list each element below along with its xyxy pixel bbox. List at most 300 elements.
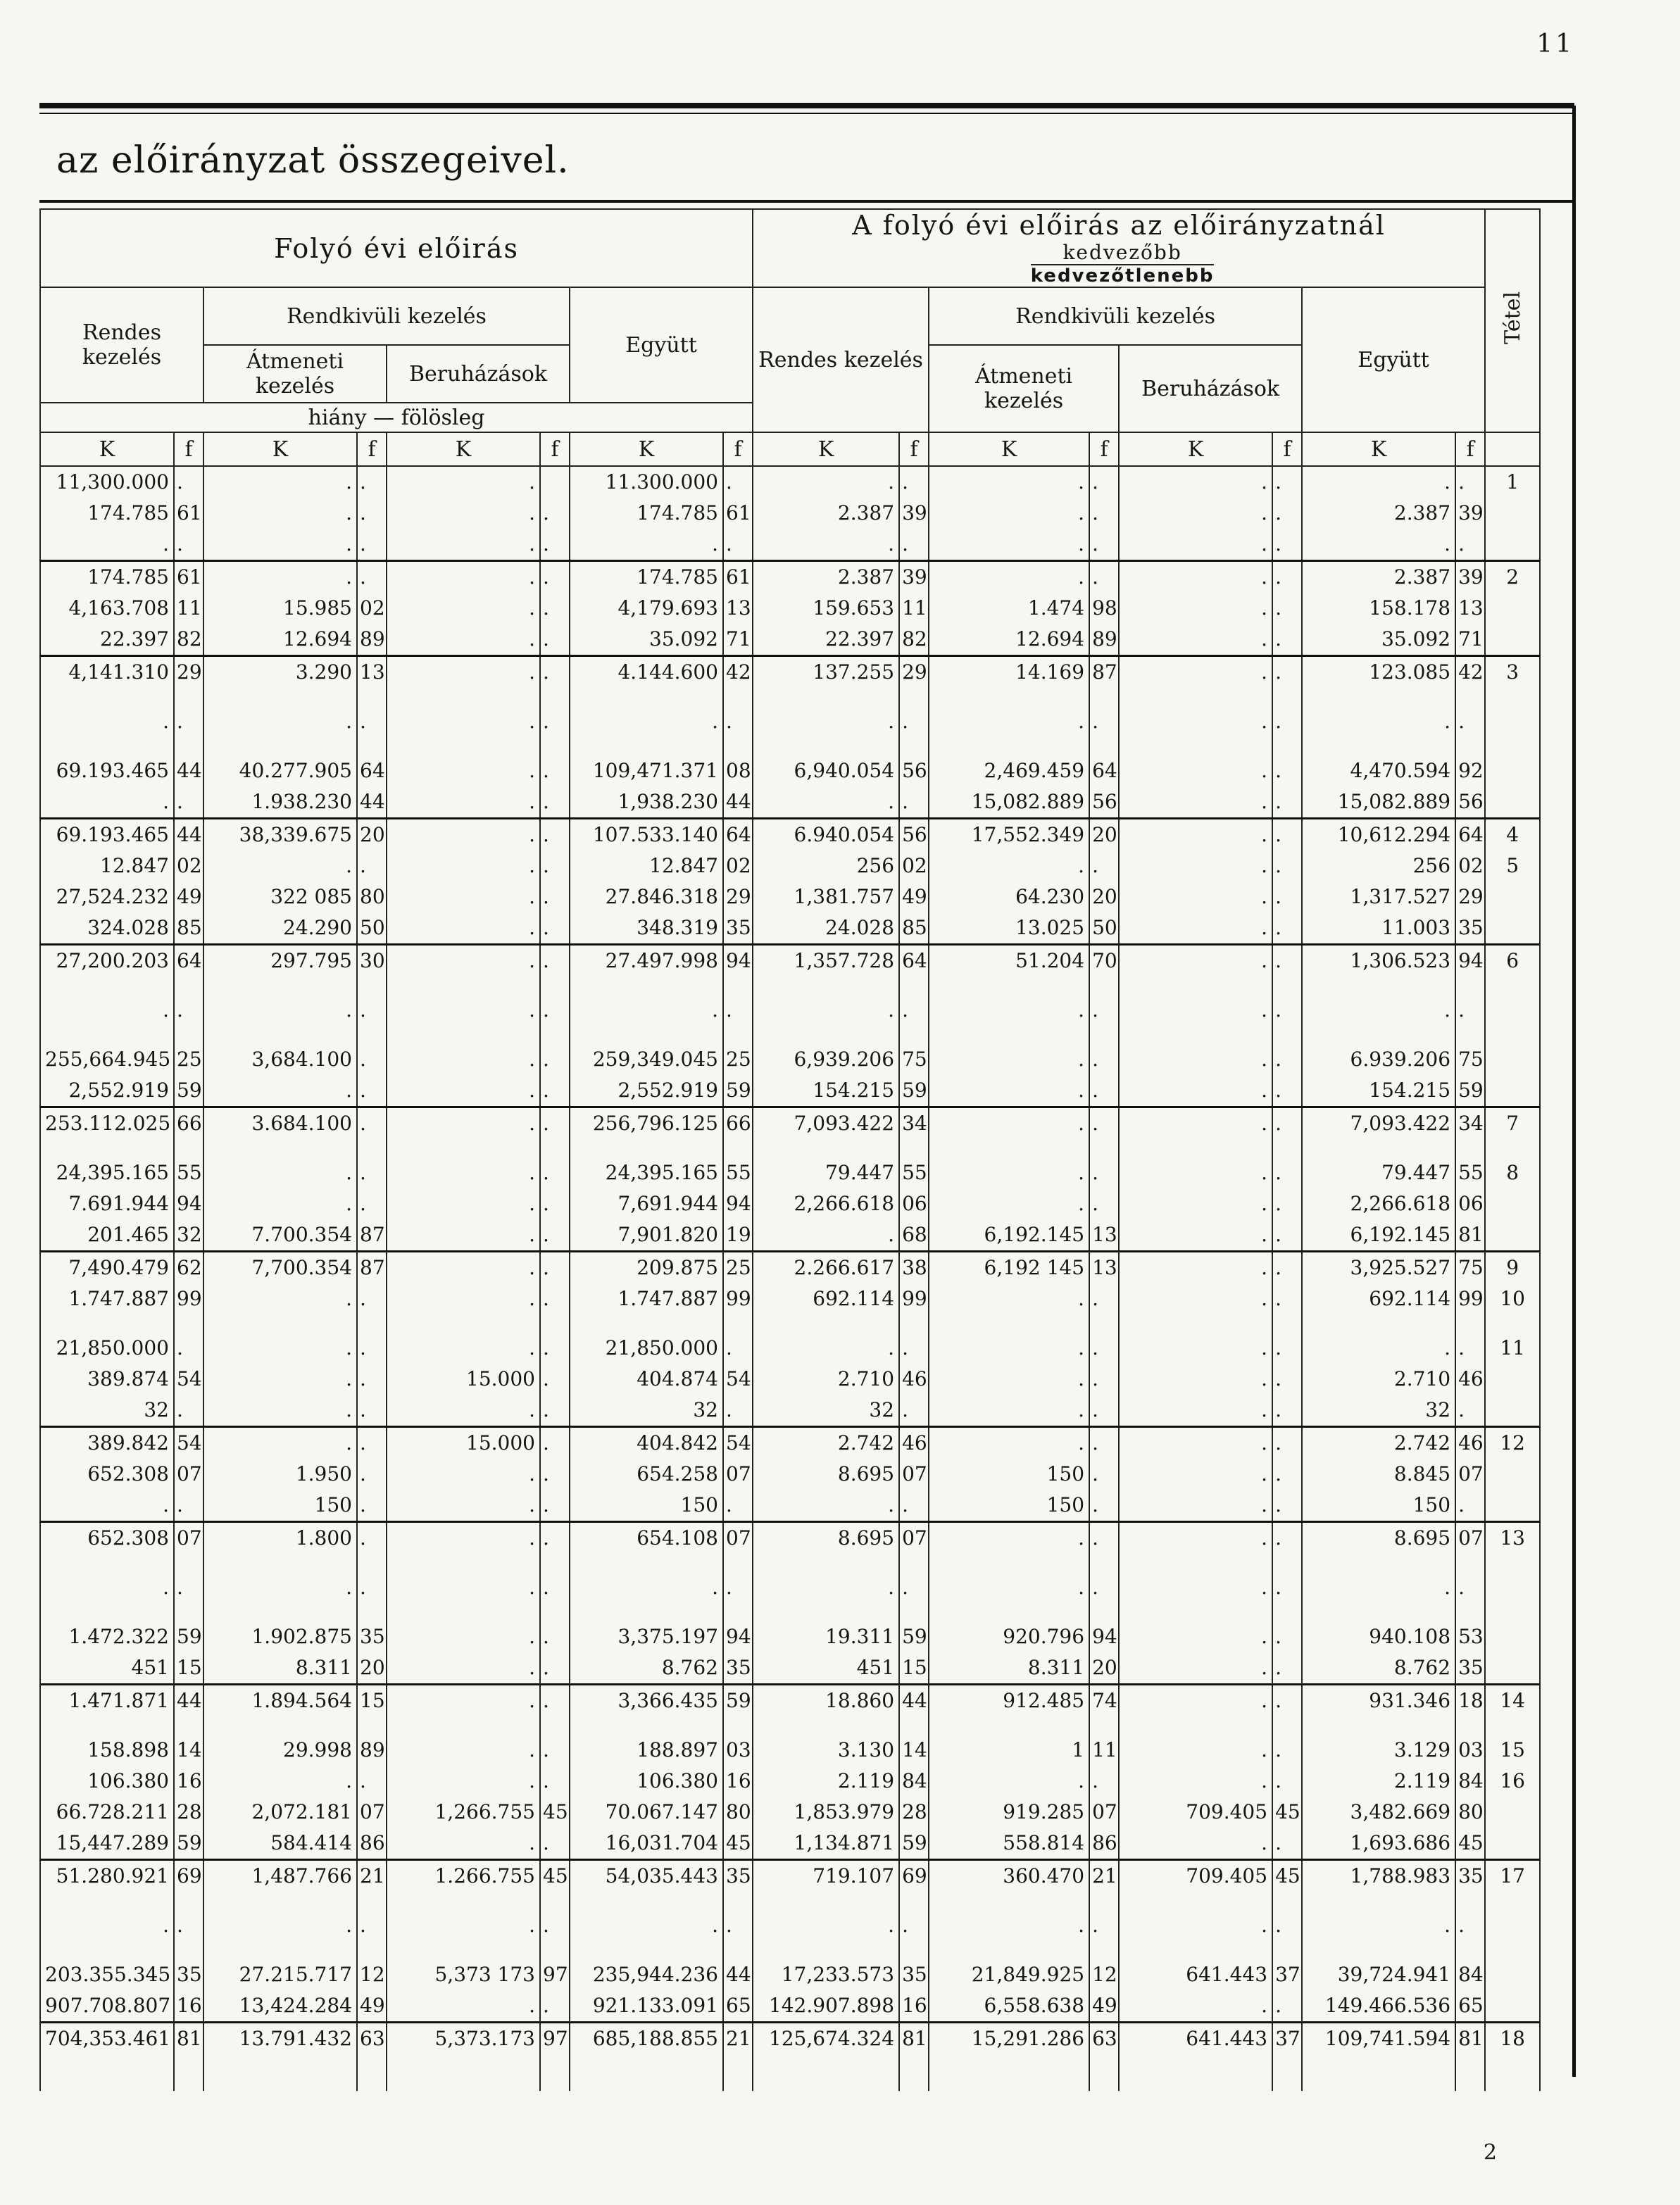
amount-k-cell: 692.114: [1302, 1283, 1455, 1314]
amount-k-cell: 1,788.983: [1302, 1860, 1455, 1892]
amount-f-cell: 06: [899, 1188, 929, 1219]
amount-f-cell: 97: [540, 1959, 570, 1990]
table-row-total: [40, 945, 1540, 977]
table-row: [40, 737, 1540, 755]
table-row: [40, 1572, 1540, 1603]
amount-f-cell: .: [1089, 1766, 1119, 1797]
amount-k-cell: 8.845: [1302, 1459, 1455, 1490]
amount-k-cell: [929, 1314, 1089, 1333]
amount-k-cell: 11,300.000: [40, 466, 174, 498]
amount-f-cell: [357, 688, 387, 706]
amount-k-cell: 24,395.165: [40, 1157, 174, 1188]
amount-k-cell: 154.215: [1302, 1075, 1455, 1107]
amount-k-cell: 451: [40, 1652, 174, 1685]
amount-k-cell: [570, 688, 723, 706]
amount-f-cell: 20: [1089, 881, 1119, 912]
amount-f-cell: .: [899, 529, 929, 561]
amount-f-cell: [1272, 2073, 1302, 2091]
amount-f-cell: 94: [174, 1188, 203, 1219]
amount-k-cell: [203, 688, 357, 706]
amount-f-cell: [899, 1941, 929, 1959]
amount-f-cell: 54: [174, 1427, 203, 1459]
amount-k-cell: 17,552.349: [929, 819, 1089, 851]
amount-k-cell: .: [1119, 529, 1272, 561]
amount-k-cell: 64.230: [929, 881, 1089, 912]
col-k: K: [387, 432, 540, 466]
amount-k-cell: 21,850.000: [570, 1333, 723, 1364]
amount-k-cell: .: [1119, 755, 1272, 786]
amount-f-cell: .: [174, 1490, 203, 1522]
amount-f-cell: 61: [723, 498, 753, 529]
amount-k-cell: [570, 2054, 723, 2073]
amount-k-cell: [1119, 1603, 1272, 1621]
amount-k-cell: 4,141.310: [40, 656, 174, 689]
top-rule-thin: [39, 113, 1574, 114]
header-worse: kedvezőtlenebb: [1030, 265, 1215, 287]
item-number-cell: [1485, 881, 1540, 912]
amount-k-cell: 2,266.618: [753, 1188, 899, 1219]
amount-f-cell: .: [1089, 995, 1119, 1026]
amount-k-cell: 27.215.717: [203, 1959, 357, 1990]
amount-k-cell: [753, 2054, 899, 2073]
amount-f-cell: 64: [899, 945, 929, 977]
amount-f-cell: .: [357, 1490, 387, 1522]
amount-k-cell: 3,375.197: [570, 1621, 723, 1652]
item-number-cell: [1485, 995, 1540, 1026]
amount-f-cell: .: [540, 755, 570, 786]
amount-k-cell: 32: [753, 1395, 899, 1427]
amount-k-cell: 1.471.871: [40, 1685, 174, 1717]
amount-k-cell: 641.443: [1119, 1959, 1272, 1990]
amount-f-cell: 34: [899, 1107, 929, 1140]
amount-f-cell: 39: [1455, 498, 1485, 529]
amount-k-cell: 142.907.898: [753, 1990, 899, 2023]
amount-k-cell: [1302, 1716, 1455, 1735]
amount-k-cell: 51.204: [929, 945, 1089, 977]
amount-k-cell: .: [570, 706, 723, 737]
amount-f-cell: [1272, 1139, 1302, 1157]
amount-f-cell: 35: [723, 1860, 753, 1892]
amount-k-cell: .: [387, 593, 540, 624]
amount-f-cell: .: [1089, 1522, 1119, 1554]
amount-f-cell: 59: [723, 1075, 753, 1107]
amount-k-cell: .: [387, 881, 540, 912]
amount-f-cell: [1455, 2073, 1485, 2091]
amount-k-cell: 1.747.887: [40, 1283, 174, 1314]
item-number-cell: [1485, 1395, 1540, 1427]
amount-k-cell: 940.108: [1302, 1621, 1455, 1652]
amount-f-cell: 68: [899, 1219, 929, 1252]
amount-k-cell: 32: [570, 1395, 723, 1427]
amount-k-cell: 158.178: [1302, 593, 1455, 624]
amount-f-cell: 14: [899, 1735, 929, 1766]
amount-f-cell: 16: [174, 1766, 203, 1797]
amount-f-cell: 20: [357, 1652, 387, 1685]
amount-k-cell: 4,179.693: [570, 593, 723, 624]
amount-k-cell: 3,925.527: [1302, 1252, 1455, 1284]
amount-f-cell: 25: [723, 1044, 753, 1075]
header-compare-label: A folyó évi előirás az előirányzatnál: [852, 210, 1386, 241]
amount-f-cell: .: [540, 1522, 570, 1554]
amount-k-cell: [929, 976, 1089, 995]
amount-k-cell: .: [203, 1333, 357, 1364]
item-number-cell: 11: [1485, 1333, 1540, 1364]
col-f: f: [357, 432, 387, 466]
amount-k-cell: 2.742: [1302, 1427, 1455, 1459]
ledger-table-wrap: [39, 208, 1525, 2091]
amount-k-cell: 174.785: [40, 498, 174, 529]
amount-f-cell: [357, 976, 387, 995]
amount-k-cell: .: [387, 1910, 540, 1941]
item-number-cell: [1485, 1026, 1540, 1044]
right-border: [1572, 106, 1576, 2077]
amount-f-cell: 12: [357, 1959, 387, 1990]
amount-f-cell: .: [357, 1044, 387, 1075]
amount-k-cell: [40, 1314, 174, 1333]
table-row: [40, 706, 1540, 737]
amount-f-cell: 11: [1089, 1735, 1119, 1766]
amount-f-cell: 49: [1089, 1990, 1119, 2023]
amount-f-cell: [1089, 1603, 1119, 1621]
amount-k-cell: .: [203, 1075, 357, 1107]
amount-f-cell: 29: [1455, 881, 1485, 912]
item-number-cell: [1485, 1554, 1540, 1572]
amount-k-cell: 558.814: [929, 1828, 1089, 1860]
table-row: [40, 1603, 1540, 1621]
amount-k-cell: [1302, 1026, 1455, 1044]
amount-f-cell: 69: [899, 1860, 929, 1892]
amount-f-cell: 49: [357, 1990, 387, 2023]
amount-f-cell: [1455, 1603, 1485, 1621]
header-deficit-surplus: hiány — fölösleg: [40, 403, 753, 432]
amount-k-cell: .: [929, 1157, 1089, 1188]
amount-f-cell: 44: [357, 786, 387, 819]
amount-k-cell: 931.346: [1302, 1685, 1455, 1717]
amount-f-cell: .: [1272, 1990, 1302, 2023]
amount-f-cell: .: [174, 1395, 203, 1427]
amount-f-cell: [357, 737, 387, 755]
amount-f-cell: 06: [1455, 1188, 1485, 1219]
amount-k-cell: .: [753, 706, 899, 737]
amount-k-cell: .: [929, 1364, 1089, 1395]
amount-f-cell: .: [1272, 945, 1302, 977]
amount-f-cell: [357, 1892, 387, 1910]
amount-f-cell: [1089, 1716, 1119, 1735]
amount-k-cell: [203, 1941, 357, 1959]
amount-f-cell: 64: [174, 945, 203, 977]
amount-k-cell: [1302, 1603, 1455, 1621]
amount-f-cell: 86: [357, 1828, 387, 1860]
amount-k-cell: 8.762: [570, 1652, 723, 1685]
table-row-total: [40, 1685, 1540, 1717]
amount-k-cell: [753, 1716, 899, 1735]
amount-k-cell: .: [1302, 1572, 1455, 1603]
amount-f-cell: .: [540, 1107, 570, 1140]
amount-k-cell: 2.119: [1302, 1766, 1455, 1797]
amount-k-cell: .: [1119, 850, 1272, 881]
amount-f-cell: 71: [1455, 624, 1485, 656]
amount-k-cell: [387, 976, 540, 995]
amount-f-cell: [1089, 976, 1119, 995]
amount-f-cell: .: [357, 1157, 387, 1188]
amount-k-cell: .: [929, 1572, 1089, 1603]
item-number-cell: [1485, 1941, 1540, 1959]
amount-f-cell: 02: [1455, 850, 1485, 881]
amount-f-cell: 81: [899, 2023, 929, 2055]
header-investments-2: Beruházások: [1119, 345, 1302, 432]
amount-f-cell: 07: [723, 1522, 753, 1554]
amount-f-cell: .: [1272, 912, 1302, 945]
amount-f-cell: .: [899, 1572, 929, 1603]
amount-k-cell: 654.108: [570, 1522, 723, 1554]
amount-f-cell: [1272, 1314, 1302, 1333]
amount-k-cell: [1119, 1314, 1272, 1333]
amount-k-cell: .: [1119, 1685, 1272, 1717]
amount-k-cell: 3.130: [753, 1735, 899, 1766]
amount-k-cell: 389.842: [40, 1427, 174, 1459]
amount-k-cell: .: [929, 850, 1089, 881]
amount-k-cell: 29.998: [203, 1735, 357, 1766]
amount-k-cell: .: [1119, 498, 1272, 529]
amount-k-cell: .: [1119, 1735, 1272, 1766]
amount-k-cell: .: [387, 1107, 540, 1140]
table-row: [40, 881, 1540, 912]
amount-k-cell: [570, 1554, 723, 1572]
item-number-cell: [1485, 498, 1540, 529]
amount-k-cell: [570, 1314, 723, 1333]
amount-f-cell: 89: [1089, 624, 1119, 656]
amount-f-cell: 71: [723, 624, 753, 656]
amount-k-cell: .: [929, 1522, 1089, 1554]
amount-f-cell: .: [1272, 706, 1302, 737]
amount-f-cell: 65: [723, 1990, 753, 2023]
amount-k-cell: .: [1119, 881, 1272, 912]
amount-f-cell: [540, 1314, 570, 1333]
amount-f-cell: .: [174, 1333, 203, 1364]
table-row: [40, 912, 1540, 945]
item-number-cell: 18: [1485, 2023, 1540, 2055]
amount-k-cell: .: [387, 1075, 540, 1107]
amount-f-cell: 28: [174, 1797, 203, 1828]
item-number-cell: 17: [1485, 1860, 1540, 1892]
amount-k-cell: 1,266.755: [387, 1797, 540, 1828]
amount-f-cell: .: [174, 786, 203, 819]
amount-k-cell: .: [387, 912, 540, 945]
amount-k-cell: 1,381.757: [753, 881, 899, 912]
amount-k-cell: [203, 1139, 357, 1157]
amount-f-cell: .: [540, 1395, 570, 1427]
amount-k-cell: 3,366.435: [570, 1685, 723, 1717]
amount-k-cell: 15,291.286: [929, 2023, 1089, 2055]
amount-k-cell: [929, 1892, 1089, 1910]
amount-k-cell: 69.193.465: [40, 755, 174, 786]
amount-f-cell: .: [357, 1107, 387, 1140]
amount-f-cell: 19: [723, 1219, 753, 1252]
amount-f-cell: .: [540, 912, 570, 945]
amount-f-cell: [723, 1139, 753, 1157]
table-row-total: [40, 1107, 1540, 1140]
amount-k-cell: .: [1119, 1572, 1272, 1603]
amount-k-cell: 709.405: [1119, 1797, 1272, 1828]
table-row: [40, 1892, 1540, 1910]
amount-f-cell: 84: [1455, 1959, 1485, 1990]
amount-k-cell: 15.000: [387, 1364, 540, 1395]
amount-k-cell: .: [753, 466, 899, 498]
table-row: [40, 1219, 1540, 1252]
amount-k-cell: 13.791.432: [203, 2023, 357, 2055]
amount-f-cell: [1272, 1716, 1302, 1735]
amount-k-cell: 27,200.203: [40, 945, 174, 977]
amount-k-cell: .: [203, 1283, 357, 1314]
item-number-cell: 15: [1485, 1735, 1540, 1766]
amount-k-cell: 6,940.054: [753, 755, 899, 786]
amount-k-cell: 6.940.054: [753, 819, 899, 851]
amount-k-cell: .: [1119, 819, 1272, 851]
ledger-body: [40, 466, 1540, 2091]
amount-f-cell: 07: [899, 1459, 929, 1490]
item-number-cell: 1: [1485, 466, 1540, 498]
amount-f-cell: 80: [723, 1797, 753, 1828]
amount-f-cell: [723, 688, 753, 706]
amount-f-cell: [174, 1941, 203, 1959]
amount-k-cell: 15.985: [203, 593, 357, 624]
table-row: [40, 1766, 1540, 1797]
amount-k-cell: [929, 1941, 1089, 1959]
amount-k-cell: .: [753, 529, 899, 561]
amount-f-cell: 99: [1455, 1283, 1485, 1314]
amount-k-cell: 912.485: [929, 1685, 1089, 1717]
top-rule: [39, 103, 1574, 108]
amount-k-cell: .: [929, 706, 1089, 737]
amount-k-cell: .: [1119, 995, 1272, 1026]
amount-f-cell: .: [1089, 1283, 1119, 1314]
amount-k-cell: 1.938.230: [203, 786, 357, 819]
amount-f-cell: .: [540, 1459, 570, 1490]
amount-f-cell: .: [540, 1490, 570, 1522]
amount-f-cell: 55: [723, 1157, 753, 1188]
amount-k-cell: 15,082.889: [1302, 786, 1455, 819]
amount-f-cell: .: [899, 1910, 929, 1941]
amount-k-cell: 6,939.206: [753, 1044, 899, 1075]
amount-k-cell: 70.067.147: [570, 1797, 723, 1828]
amount-f-cell: 07: [723, 1459, 753, 1490]
item-number-cell: [1485, 1044, 1540, 1075]
amount-k-cell: .: [1119, 1333, 1272, 1364]
amount-f-cell: .: [174, 466, 203, 498]
amount-f-cell: .: [1272, 529, 1302, 561]
amount-k-cell: [1302, 2073, 1455, 2091]
amount-k-cell: [387, 688, 540, 706]
amount-f-cell: 03: [1455, 1735, 1485, 1766]
amount-f-cell: 20: [1089, 819, 1119, 851]
amount-k-cell: [387, 1892, 540, 1910]
item-number-cell: [1485, 755, 1540, 786]
amount-k-cell: [387, 1139, 540, 1157]
amount-f-cell: [174, 2054, 203, 2073]
col-k: K: [570, 432, 723, 466]
amount-k-cell: [753, 1139, 899, 1157]
amount-k-cell: .: [1119, 706, 1272, 737]
amount-k-cell: .: [387, 1395, 540, 1427]
amount-k-cell: .: [1119, 1990, 1272, 2023]
ledger-table: [39, 208, 1541, 2091]
amount-k-cell: [387, 1603, 540, 1621]
amount-f-cell: .: [1089, 1157, 1119, 1188]
amount-f-cell: [723, 1941, 753, 1959]
amount-f-cell: .: [357, 1910, 387, 1941]
amount-f-cell: [174, 688, 203, 706]
amount-k-cell: 7.700.354: [203, 1219, 357, 1252]
amount-f-cell: 13: [1089, 1252, 1119, 1284]
amount-k-cell: 174.785: [570, 498, 723, 529]
amount-k-cell: 2.387: [753, 561, 899, 593]
amount-f-cell: 46: [1455, 1427, 1485, 1459]
amount-f-cell: [1089, 2054, 1119, 2073]
item-number-cell: [1485, 1621, 1540, 1652]
item-number-cell: [1485, 737, 1540, 755]
amount-f-cell: .: [1089, 466, 1119, 498]
header-extraordinary-2: Rendkivüli kezelés: [929, 287, 1302, 345]
amount-k-cell: 7,691.944: [570, 1188, 723, 1219]
amount-f-cell: .: [1272, 1522, 1302, 1554]
amount-k-cell: [1302, 2054, 1455, 2073]
amount-k-cell: .: [387, 1252, 540, 1284]
amount-f-cell: 64: [723, 819, 753, 851]
amount-f-cell: 35: [899, 1959, 929, 1990]
amount-k-cell: 150: [570, 1490, 723, 1522]
amount-f-cell: 39: [899, 561, 929, 593]
amount-k-cell: .: [929, 498, 1089, 529]
amount-f-cell: .: [1272, 1395, 1302, 1427]
amount-f-cell: 59: [899, 1075, 929, 1107]
amount-k-cell: [1119, 1026, 1272, 1044]
amount-k-cell: 1,938.230: [570, 786, 723, 819]
amount-k-cell: 6,192 145: [929, 1252, 1089, 1284]
amount-f-cell: .: [540, 1333, 570, 1364]
amount-f-cell: 07: [1089, 1797, 1119, 1828]
amount-k-cell: .: [203, 1572, 357, 1603]
amount-f-cell: 32: [174, 1219, 203, 1252]
amount-f-cell: [723, 2054, 753, 2073]
amount-f-cell: 59: [723, 1685, 753, 1717]
amount-f-cell: 99: [723, 1283, 753, 1314]
amount-k-cell: 150: [203, 1490, 357, 1522]
amount-f-cell: [540, 976, 570, 995]
amount-k-cell: .: [753, 1333, 899, 1364]
item-number-cell: [1485, 1892, 1540, 1910]
amount-k-cell: 255,664.945: [40, 1044, 174, 1075]
table-row: [40, 593, 1540, 624]
amount-k-cell: 3,684.100: [203, 1044, 357, 1075]
amount-k-cell: .: [1119, 1157, 1272, 1188]
amount-f-cell: [1455, 2054, 1485, 2073]
amount-f-cell: 08: [723, 755, 753, 786]
amount-k-cell: 11.300.000: [570, 466, 723, 498]
table-row: [40, 529, 1540, 561]
amount-k-cell: 13,424.284: [203, 1990, 357, 2023]
amount-f-cell: 74: [1089, 1685, 1119, 1717]
amount-f-cell: .: [357, 1364, 387, 1395]
amount-f-cell: [1272, 1892, 1302, 1910]
amount-k-cell: .: [387, 706, 540, 737]
amount-k-cell: 652.308: [40, 1522, 174, 1554]
amount-k-cell: .: [929, 995, 1089, 1026]
amount-f-cell: .: [899, 1395, 929, 1427]
amount-k-cell: .: [203, 1910, 357, 1941]
item-number-cell: 16: [1485, 1766, 1540, 1797]
table-row: [40, 1395, 1540, 1427]
amount-k-cell: 159.653: [753, 593, 899, 624]
